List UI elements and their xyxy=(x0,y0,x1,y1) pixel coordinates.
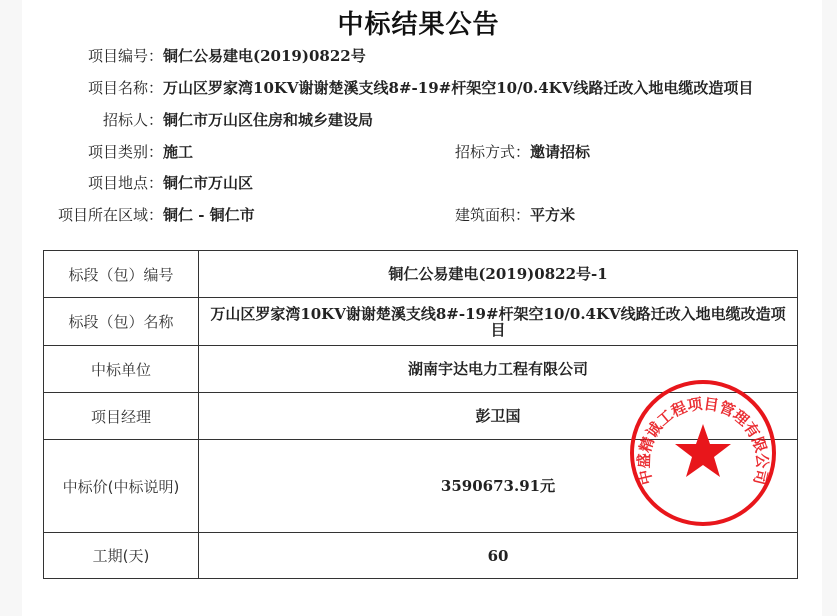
tenderer-row xyxy=(50,109,373,130)
location-value: 铜仁市万山区 xyxy=(163,174,254,192)
project-name-label: 项目名称： xyxy=(87,79,163,97)
row-value: 万山区罗家湾10KV谢谢楚溪支线8#-19#杆架空10/0.4KV线路迁改入地电缆改造项目 xyxy=(199,298,798,346)
tenderer-label: 招标人： xyxy=(102,111,163,129)
region-value: 铜仁 - 铜仁市 xyxy=(163,206,255,224)
project-number-value: 铜仁公易建电(2019)0822号 xyxy=(163,47,366,65)
area-label: 建筑面积： xyxy=(455,206,531,224)
table-row xyxy=(44,298,798,346)
row-value: 彭卫国 xyxy=(199,393,798,440)
category-row xyxy=(50,141,193,162)
row-value: 湖南宇达电力工程有限公司 xyxy=(199,346,798,393)
page-title: 中标结果公告 xyxy=(337,10,500,40)
company-seal-stamp xyxy=(628,378,778,528)
row-label: 标段（包）编号 xyxy=(44,251,199,298)
project-name-row xyxy=(50,77,753,98)
row-value: 铜仁公易建电(2019)0822号-1 xyxy=(199,251,798,298)
method-value: 邀请招标 xyxy=(530,143,591,161)
method-row xyxy=(455,141,590,162)
location-label: 项目地点： xyxy=(87,174,163,192)
category-value: 施工 xyxy=(163,143,194,161)
star-icon xyxy=(675,424,731,477)
table-row xyxy=(44,251,798,298)
row-label: 项目经理 xyxy=(44,393,199,440)
region-row xyxy=(50,204,255,225)
project-number-label: 项目编号： xyxy=(87,47,163,65)
row-value: 3590673.91元 xyxy=(199,440,798,533)
category-label: 项目类别： xyxy=(87,143,163,161)
project-name-value: 万山区罗家湾10KV谢谢楚溪支线8#-19#杆架空10/0.4KV线路迁改入地电缆改造项目 xyxy=(163,79,754,97)
area-value: 平方米 xyxy=(530,206,576,224)
method-label: 招标方式： xyxy=(455,143,531,161)
table-row xyxy=(44,533,798,579)
location-row xyxy=(50,172,253,193)
tenderer-value: 铜仁市万山区住房和城乡建设局 xyxy=(163,111,374,129)
region-label: 项目所在区域： xyxy=(57,206,163,224)
row-label: 中标单位 xyxy=(44,346,199,393)
project-number-row xyxy=(50,45,366,66)
area-row xyxy=(455,204,575,225)
row-label: 中标价(中标说明) xyxy=(44,440,199,533)
row-label: 工期(天) xyxy=(44,533,199,579)
row-label: 标段（包）名称 xyxy=(44,298,199,346)
row-value: 60 xyxy=(199,533,798,579)
seal-text: 中盛精诚工程项目管理有限公司 xyxy=(634,394,772,487)
